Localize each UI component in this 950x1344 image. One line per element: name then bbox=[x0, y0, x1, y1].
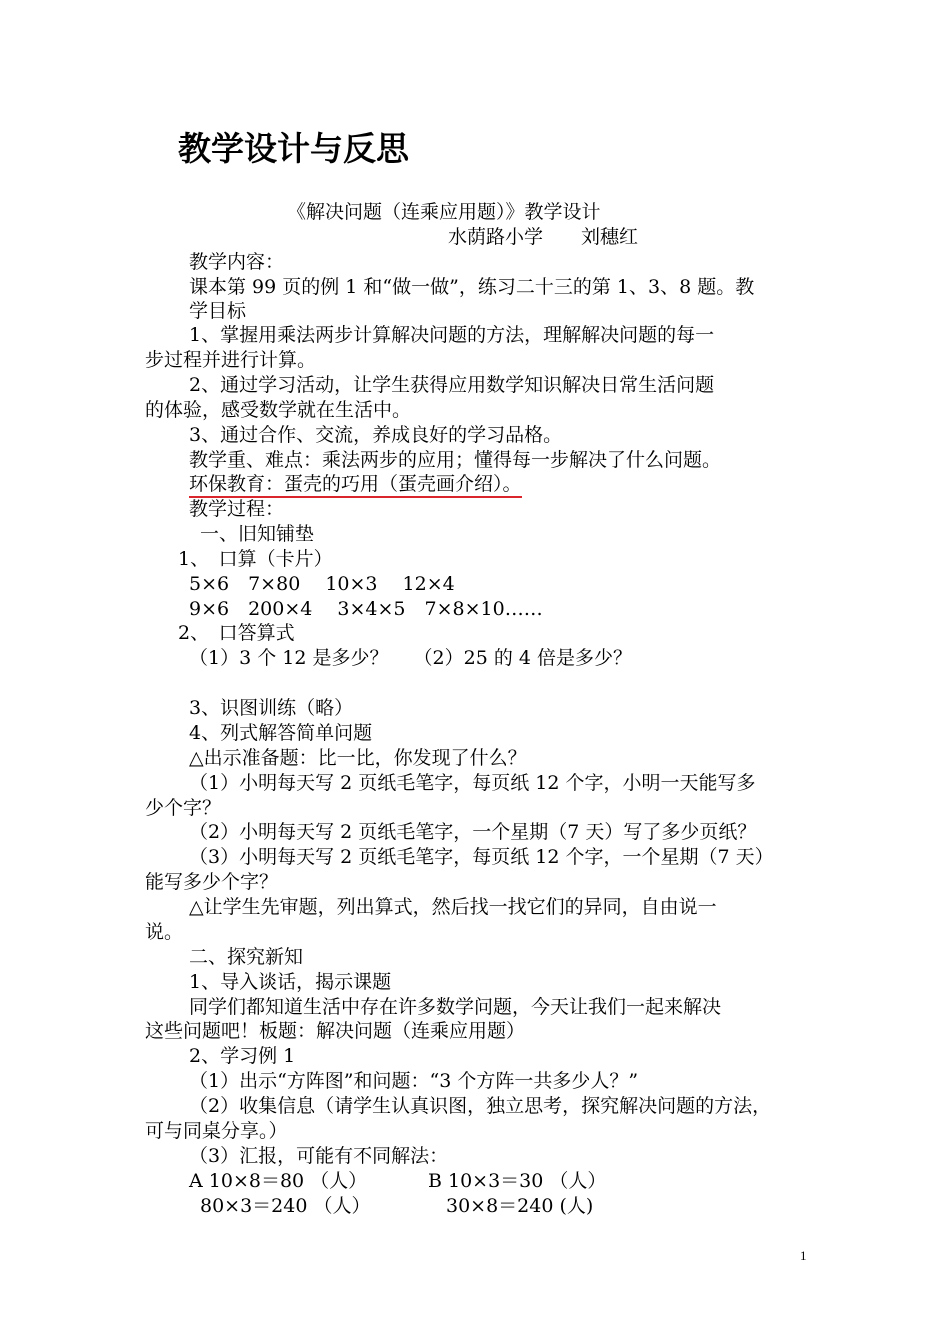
text-line: △出示准备题：比一比，你发现了什么？ bbox=[189, 747, 527, 769]
text-line: （2）小明每天写 2 页纸毛笔字，一个星期（7 天）写了多少页纸？ bbox=[189, 821, 757, 843]
text-line: 1、掌握用乘法两步计算解决问题的方法，理解解决问题的每一 bbox=[189, 324, 715, 346]
text-line: （3）汇报，可能有不同解法： bbox=[189, 1145, 449, 1167]
solution-b-step2: 30×8＝240 (人) bbox=[446, 1195, 594, 1217]
highlighted-line: 环保教育：蛋壳的巧用（蛋壳画介绍）。 bbox=[189, 472, 522, 498]
text-line: 4、列式解答简单问题 bbox=[189, 722, 373, 744]
text-line: 2、学习例 1 bbox=[189, 1045, 296, 1067]
text-line: 能写多少个字？ bbox=[145, 871, 279, 893]
text-line: 同学们都知道生活中存在许多数学问题，今天让我们一起来解决 bbox=[189, 996, 722, 1018]
text-line: 这些问题吧！板题：解决问题（连乘应用题） bbox=[145, 1020, 526, 1042]
subtitle: 《解决问题（连乘应用题）》教学设计 bbox=[287, 201, 601, 223]
page-number: 1 bbox=[800, 1248, 807, 1263]
text-line: （3）小明每天写 2 页纸毛笔字，每页纸 12 个字，一个星期（7 天） bbox=[189, 846, 774, 868]
text-line: 5×6 7×80 10×3 12×4 bbox=[189, 573, 455, 595]
text-line: （1）3 个 12 是多少？ （2）25 的 4 倍是多少？ bbox=[189, 647, 632, 669]
text-line: 3、通过合作、交流，养成良好的学习品格。 bbox=[189, 424, 563, 446]
text-line: 1、 口算（卡片） bbox=[178, 548, 333, 570]
text-line: 2、通过学习活动，让学生获得应用数学知识解决日常生活问题 bbox=[189, 374, 715, 396]
text-line: 的体验，感受数学就在生活中。 bbox=[145, 399, 412, 421]
solution-a-step2: 80×3＝240 （人） bbox=[200, 1195, 371, 1217]
text-line: （2）收集信息（请学生认真识图，独立思考，探究解决问题的方法， bbox=[189, 1095, 772, 1117]
text-line: 少个字？ bbox=[145, 797, 222, 819]
solution-b-step1: B 10×3＝30 （人） bbox=[428, 1170, 607, 1192]
text-line: 9×6 200×4 3×4×5 7×8×10…… bbox=[189, 598, 543, 620]
text-line: 课本第 99 页的例 1 和“做一做”，练习二十三的第 1、3、8 题。教 bbox=[189, 276, 755, 298]
text-line: 1、导入谈话，揭示课题 bbox=[189, 971, 392, 993]
text-line: 教学重、难点：乘法两步的应用；懂得每一步解决了什么问题。 bbox=[189, 449, 722, 471]
text-line: 2、 口答算式 bbox=[178, 622, 295, 644]
text-line: 3、识图训练（略） bbox=[189, 697, 354, 719]
page-title: 教学设计与反思 bbox=[178, 129, 409, 168]
solution-a-step1: A 10×8＝80 （人） bbox=[189, 1170, 368, 1192]
text-line: 教学内容： bbox=[189, 251, 285, 273]
section-heading: 二、探究新知 bbox=[189, 946, 304, 968]
section-heading: 一、旧知铺垫 bbox=[200, 523, 315, 545]
text-line: 教学过程： bbox=[189, 498, 285, 520]
text-line: △让学生先审题，列出算式，然后找一找它们的异同，自由说一 bbox=[189, 896, 717, 918]
text-line: 学目标 bbox=[189, 300, 247, 322]
text-line: （1）小明每天写 2 页纸毛笔字，每页纸 12 个字，小明一天能写多 bbox=[189, 772, 756, 794]
author-line: 水荫路小学 刘穗红 bbox=[448, 226, 639, 248]
text-line: 可与同桌分享。） bbox=[145, 1120, 288, 1142]
text-line: 步过程并进行计算。 bbox=[145, 349, 317, 371]
text-line: （1）出示“方阵图”和问题：“3 个方阵一共多少人？” bbox=[189, 1070, 639, 1092]
text-line: 说。 bbox=[145, 921, 184, 943]
